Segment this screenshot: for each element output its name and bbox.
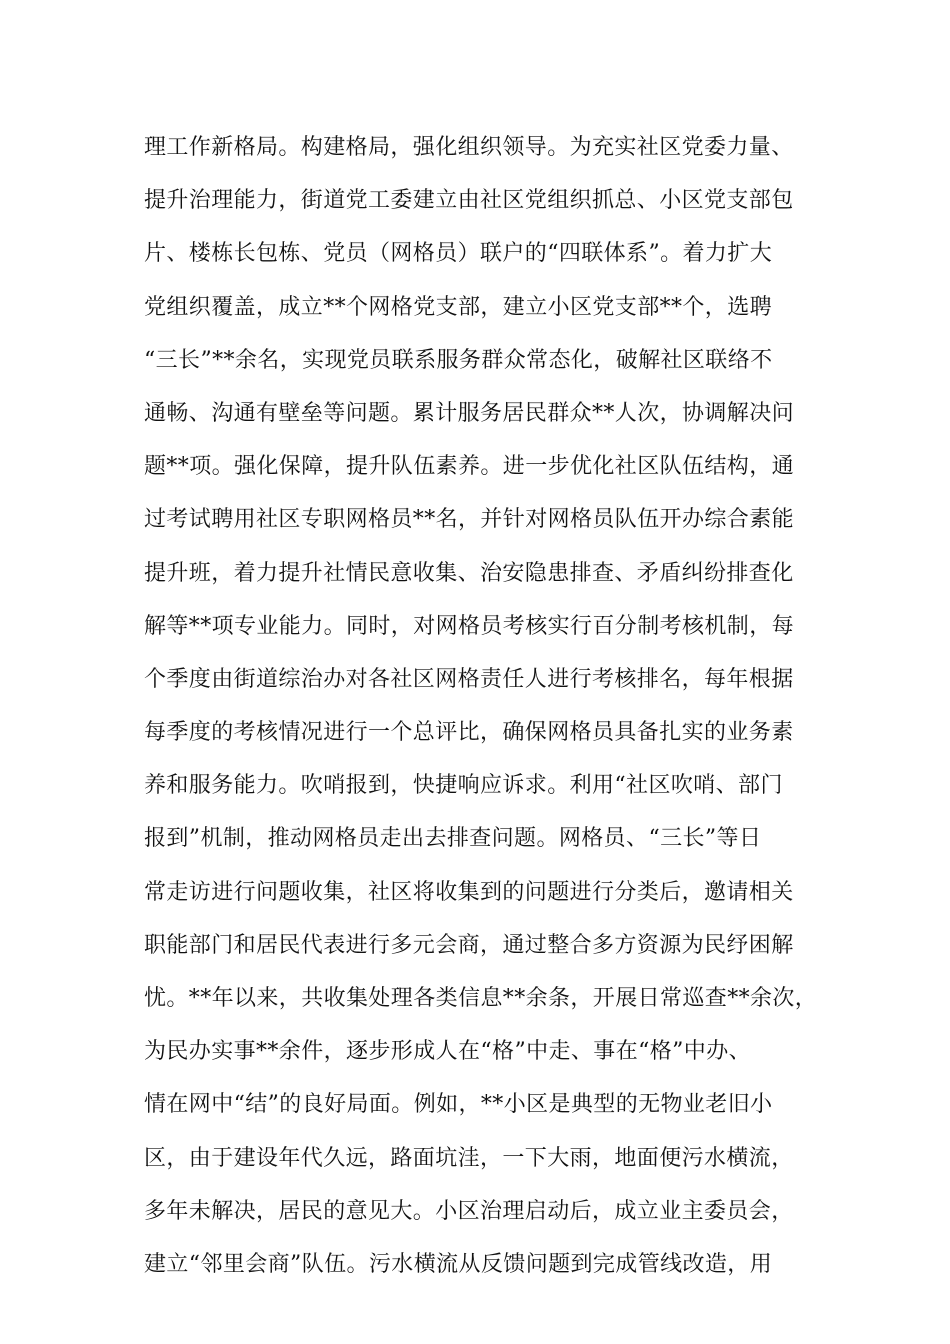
text-line: 通畅、沟通有壁垒等问题。累计服务居民群众**人次，协调解决问 (144, 400, 795, 426)
text-line: 养和服务能力。吹哨报到，快捷响应诉求。利用“社区吹哨、部门 (144, 773, 783, 799)
text-line: 每季度的考核情况进行一个总评比，确保网格员具备扎实的业务素 (144, 720, 794, 746)
text-line: 过考试聘用社区专职网格员**名，并针对网格员队伍开办综合素能 (144, 507, 795, 533)
text-line: 题**项。强化保障，提升队伍素养。进一步优化社区队伍结构，通 (144, 454, 795, 480)
text-line: “三长”**余名，实现党员联系服务群众常态化，破解社区联络不 (144, 347, 773, 373)
text-line: 建立“邻里会商”队伍。污水横流从反馈问题到完成管线改造，用 (144, 1251, 773, 1277)
text-line: 忧。**年以来，共收集处理各类信息**余条，开展日常巡查**余次， (144, 986, 818, 1011)
text-line: 多年未解决，居民的意见大。小区治理启动后，成立业主委员会， (144, 1198, 794, 1224)
text-line: 理工作新格局。构建格局，强化组织领导。为充实社区党委力量、 (144, 135, 794, 160)
text-line: 个季度由街道综治办对各社区网格责任人进行考核排名，每年根据 (144, 666, 794, 692)
text-line: 常走访进行问题收集，社区将收集到的问题进行分类后，邀请相关 (144, 879, 794, 905)
text-line: 职能部门和居民代表进行多元会商，通过整合多方资源为民纾困解 (144, 932, 794, 958)
text-line: 报到”机制，推动网格员走出去排查问题。网格员、“三长”等日 (144, 826, 762, 852)
text-line: 提升班，着力提升社情民意收集、治安隐患排查、矛盾纠纷排查化 (144, 560, 794, 586)
text-line: 解等**项专业能力。同时，对网格员考核实行百分制考核机制，每 (144, 613, 795, 639)
text-line: 提升治理能力，街道党工委建立由社区党组织抓总、小区党支部包 (144, 188, 794, 214)
text-line: 情在网中“结”的良好局面。例如，**小区是典型的无物业老旧小 (144, 1092, 773, 1118)
body-text (144, 128, 824, 1298)
text-line: 党组织覆盖，成立**个网格党支部，建立小区党支部**个，选聘 (144, 294, 773, 320)
text-line: 区，由于建设年代久远，路面坑洼，一下大雨，地面便污水横流， (144, 1145, 794, 1171)
text-line: 片、楼栋长包栋、党员（网格员）联户的“四联体系”。着力扩大 (144, 241, 773, 267)
text-line: 为民办实事**余件，逐步形成人在“格”中走、事在“格”中办、 (144, 1039, 751, 1065)
